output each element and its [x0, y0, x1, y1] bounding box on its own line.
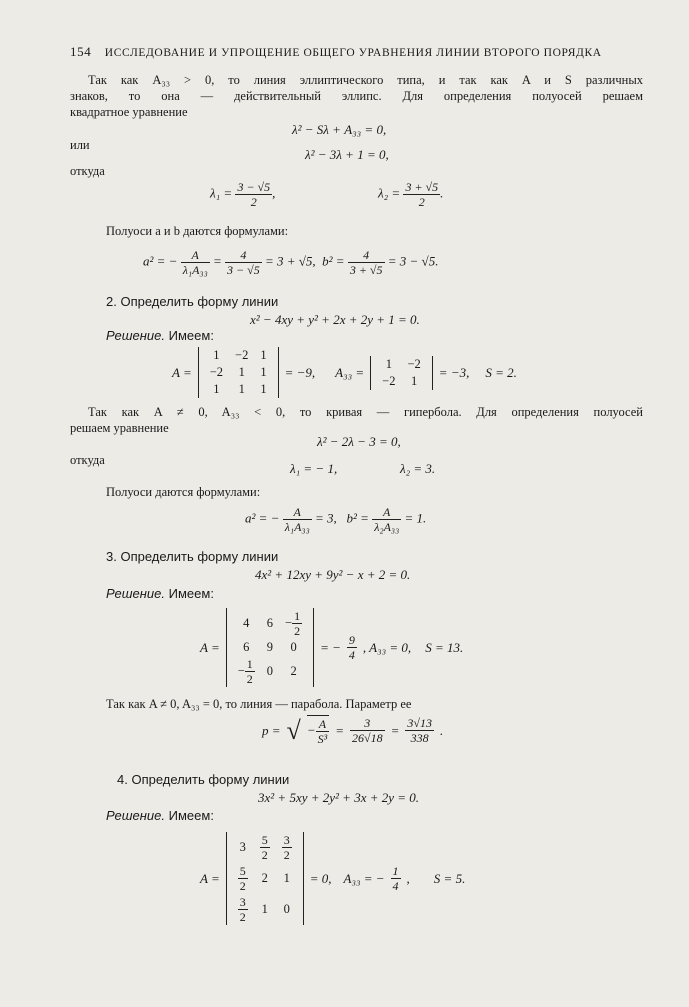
paragraph-line: Полуоси даются формулами: — [106, 485, 261, 499]
paragraph-line: решаем уравнение — [70, 421, 169, 435]
result: = −9, — [284, 364, 316, 380]
matrix-cell: 1 — [260, 382, 267, 396]
matrix-cell: 1 — [238, 382, 245, 396]
result: = 1. — [404, 510, 427, 526]
matrix-cell: 1 — [283, 871, 290, 885]
matrix-cell: −2 — [209, 365, 224, 379]
matrix-cell: 6 — [243, 640, 250, 654]
fraction — [316, 717, 330, 746]
matrix-row — [376, 356, 427, 373]
fraction — [347, 633, 357, 662]
matrix-cell: 6 — [266, 616, 274, 630]
paragraph-line: Так как A ≠ 0, A₃₃ < 0, то кривая — гипербола. Для определения полуосей — [88, 405, 643, 419]
equation: 4x² + 12xy + 9y² − x + 2 = 0. — [255, 567, 411, 582]
problem-heading: 2. Определить форму линии — [106, 294, 279, 309]
denominator: 2 — [283, 848, 290, 862]
numerator: 1 — [246, 657, 253, 671]
denominator: 2 — [239, 879, 246, 893]
punct: , — [406, 870, 410, 886]
matrix-row — [232, 639, 308, 656]
page-number: 154 — [70, 44, 92, 59]
matrix-cell: 1 — [238, 365, 245, 379]
determinant-A — [226, 832, 304, 925]
have-word: Имеем: — [168, 328, 214, 343]
lhs: A₃₃ = — [335, 364, 365, 380]
denominator: 2 — [418, 195, 425, 209]
denominator: 26√18 — [351, 731, 383, 745]
fraction — [372, 505, 401, 534]
matrix-row — [232, 894, 298, 925]
a33-value: , A₃₃ = 0, — [362, 639, 412, 655]
matrix-cell: 2 — [261, 871, 268, 885]
matrix-row — [204, 347, 273, 364]
matrix-cell — [254, 832, 276, 863]
denominator: S³ — [317, 732, 328, 746]
fraction — [245, 657, 255, 686]
denominator: 2 — [246, 672, 253, 686]
matrix-cell: 1 — [260, 348, 267, 362]
fraction — [238, 864, 248, 893]
matrix-row — [376, 373, 427, 390]
matrix-cell: 2 — [290, 664, 297, 678]
numerator: 3 — [283, 833, 290, 847]
matrix-cell: 1 — [411, 373, 418, 388]
equals: = − — [320, 639, 341, 655]
fraction — [238, 895, 248, 924]
solution-label — [106, 586, 214, 601]
matrix-row — [204, 381, 273, 398]
lhs: b² = — [322, 253, 345, 269]
numerator: 3 − √5 — [237, 180, 271, 194]
matrix-cell: 1 — [213, 348, 220, 362]
fraction — [292, 609, 302, 638]
fraction — [225, 248, 262, 277]
result: = 3 + √5, — [264, 253, 316, 269]
denominator: 2 — [250, 195, 257, 209]
lambda1-formula — [210, 180, 275, 209]
determinant-A — [226, 608, 314, 687]
fraction — [282, 833, 292, 862]
matrix-row — [204, 364, 273, 381]
header-title: ИССЛЕДОВАНИЕ И УПРОЩЕНИЕ ОБЩЕГО УРАВНЕНИЯ ЛИНИИ ВТОРОГО ПОРЯДКА — [104, 47, 602, 59]
lhs: a² = − — [143, 253, 178, 269]
numerator: 4 — [225, 248, 262, 263]
denominator: 338 — [410, 731, 429, 745]
equals: = — [335, 722, 344, 738]
result: = 3 − √5. — [387, 253, 439, 269]
matrix-cell: 1 — [385, 356, 392, 371]
equation: λ² − Sλ + A₃₃ = 0, — [292, 122, 387, 137]
numerator: 5 — [261, 833, 268, 847]
semiaxes-formula — [143, 248, 438, 277]
matrix-cell — [276, 832, 298, 863]
numerator: A — [283, 505, 312, 520]
matrix-row — [232, 656, 308, 687]
determinant-A — [198, 347, 279, 398]
lhs: p = — [262, 722, 281, 738]
numerator: 3 + √5 — [405, 180, 439, 194]
punct: . — [440, 185, 444, 201]
numerator: 3 — [239, 895, 246, 909]
paragraph-line: Полуоси a и b даются формулами: — [106, 224, 289, 238]
minus-sign: − — [237, 663, 245, 678]
solution-word: Решение. — [106, 808, 166, 823]
s-value: S = 13. — [425, 639, 464, 655]
matrix-cell — [232, 656, 261, 687]
numerator: 1 — [392, 864, 399, 878]
word-whence: откуда — [70, 164, 105, 178]
lhs: λ₁ = — [210, 185, 233, 201]
numerator: A — [181, 248, 210, 263]
solution-word: Решение. — [106, 586, 166, 601]
fraction — [181, 248, 210, 277]
numerator: 9 — [348, 633, 355, 647]
numerator: 1 — [294, 609, 301, 623]
determinant-block — [172, 347, 517, 398]
fraction — [235, 180, 272, 209]
equation: x² − 4xy + y² + 2x + 2y + 1 = 0. — [250, 312, 420, 327]
matrix-cell: −2 — [382, 373, 396, 388]
numerator: A — [316, 717, 330, 732]
matrix-table — [204, 347, 273, 398]
matrix-cell: 4 — [243, 616, 250, 630]
denominator: 4 — [392, 879, 399, 893]
matrix-cell: 1 — [261, 902, 268, 916]
fraction — [403, 180, 440, 209]
problem-heading: 3. Определить форму линии — [106, 549, 279, 564]
matrix-table — [232, 608, 308, 687]
fraction — [283, 505, 312, 534]
matrix-cell: 1 — [213, 382, 220, 396]
running-header — [70, 44, 602, 60]
matrix-table — [232, 832, 298, 925]
lhs: A₃₃ = − — [343, 870, 385, 886]
equals: = — [390, 722, 400, 738]
numerator: A — [372, 505, 401, 520]
numerator: 4 — [348, 248, 385, 263]
minus-sign: − — [285, 615, 293, 630]
matrix-cell: 0 — [290, 640, 297, 654]
denominator: 2 — [261, 848, 268, 862]
equals: = — [213, 253, 222, 269]
result: = −3, — [438, 364, 470, 380]
matrix-cell — [279, 608, 308, 639]
solution-word: Решение. — [106, 328, 166, 343]
fraction — [260, 833, 270, 862]
lhs: A = — [200, 870, 220, 886]
punct: , — [272, 185, 276, 201]
paragraph-line: Так как A ≠ 0, A₃₃ = 0, то линия — парабола. Параметр ее — [106, 697, 412, 711]
lhs: b² = — [346, 510, 369, 526]
paragraph-line: Так как A₃₃ > 0, то линия эллиптического типа, и так как A и S различных — [88, 73, 643, 87]
matrix-row — [232, 832, 298, 863]
lhs: A = — [200, 639, 220, 655]
fraction — [350, 716, 385, 745]
denominator: 2 — [239, 910, 246, 924]
parameter-formula — [262, 715, 443, 746]
fraction — [405, 716, 434, 745]
denominator: λ₂A₃₃ — [374, 520, 400, 534]
matrix-cell: 9 — [266, 640, 274, 654]
matrix-cell: 0 — [283, 902, 290, 916]
fraction — [391, 864, 401, 893]
paragraph-line: квадратное уравнение — [70, 105, 188, 119]
matrix-row — [232, 608, 308, 639]
have-word: Имеем: — [168, 808, 214, 823]
equation: λ² − 2λ − 3 = 0, — [317, 434, 401, 449]
lambda1: λ₁ = − 1, — [290, 461, 338, 476]
denominator: 3 + √5 — [349, 263, 383, 277]
denominator: λ₁A₃₃ — [284, 520, 310, 534]
lhs: λ₂ = — [378, 185, 401, 201]
lambda2: λ₂ = 3. — [400, 461, 436, 476]
semiaxes-formula — [245, 505, 426, 534]
matrix-cell: −2 — [407, 356, 421, 371]
punct: . — [439, 722, 444, 738]
determinant-block — [200, 832, 465, 925]
matrix-cell: 0 — [266, 664, 274, 678]
word-or: или — [70, 138, 90, 152]
numerator: 3 — [350, 716, 385, 731]
numerator: 3√13 — [407, 716, 432, 730]
lhs: a² = − — [245, 510, 280, 526]
determinant-A33 — [370, 356, 433, 390]
matrix-cell — [232, 863, 254, 894]
matrix-cell: 1 — [260, 365, 267, 379]
denominator: 3 − √5 — [227, 263, 260, 277]
determinant-block — [200, 608, 463, 687]
solution-label — [106, 328, 214, 343]
matrix-table — [376, 356, 427, 390]
s-value: S = 5. — [433, 870, 466, 886]
denominator: 2 — [294, 624, 301, 638]
denominator: λ₁A₃₃ — [182, 263, 208, 277]
radicand: − $\frac{A}{\text{S³}}$ — [306, 717, 328, 746]
s-value: S = 2. — [485, 364, 517, 380]
equation: 3x² + 5xy + 2y² + 3x + 2y = 0. — [258, 790, 420, 805]
sqrt-sign-icon: √ — [286, 715, 301, 745]
matrix-cell: 3 — [239, 840, 246, 854]
matrix-cell — [232, 894, 254, 925]
denominator: 4 — [348, 648, 355, 662]
lhs: A = — [172, 364, 192, 380]
result: = 0, — [309, 870, 332, 886]
solution-label — [106, 808, 214, 823]
result: = 3, — [315, 510, 337, 526]
fraction — [348, 248, 385, 277]
lambda2-formula — [378, 180, 443, 209]
paragraph-line: знаков, то она — действительный эллипс. Для определения полуосей решаем — [70, 89, 643, 103]
equation: λ² − 3λ + 1 = 0, — [305, 147, 389, 162]
numerator: 5 — [239, 864, 246, 878]
problem-heading: 4. Определить форму линии — [117, 772, 290, 787]
word-whence: откуда — [70, 453, 105, 467]
have-word: Имеем: — [168, 586, 214, 601]
matrix-row — [232, 863, 298, 894]
matrix-cell: −2 — [235, 348, 249, 362]
